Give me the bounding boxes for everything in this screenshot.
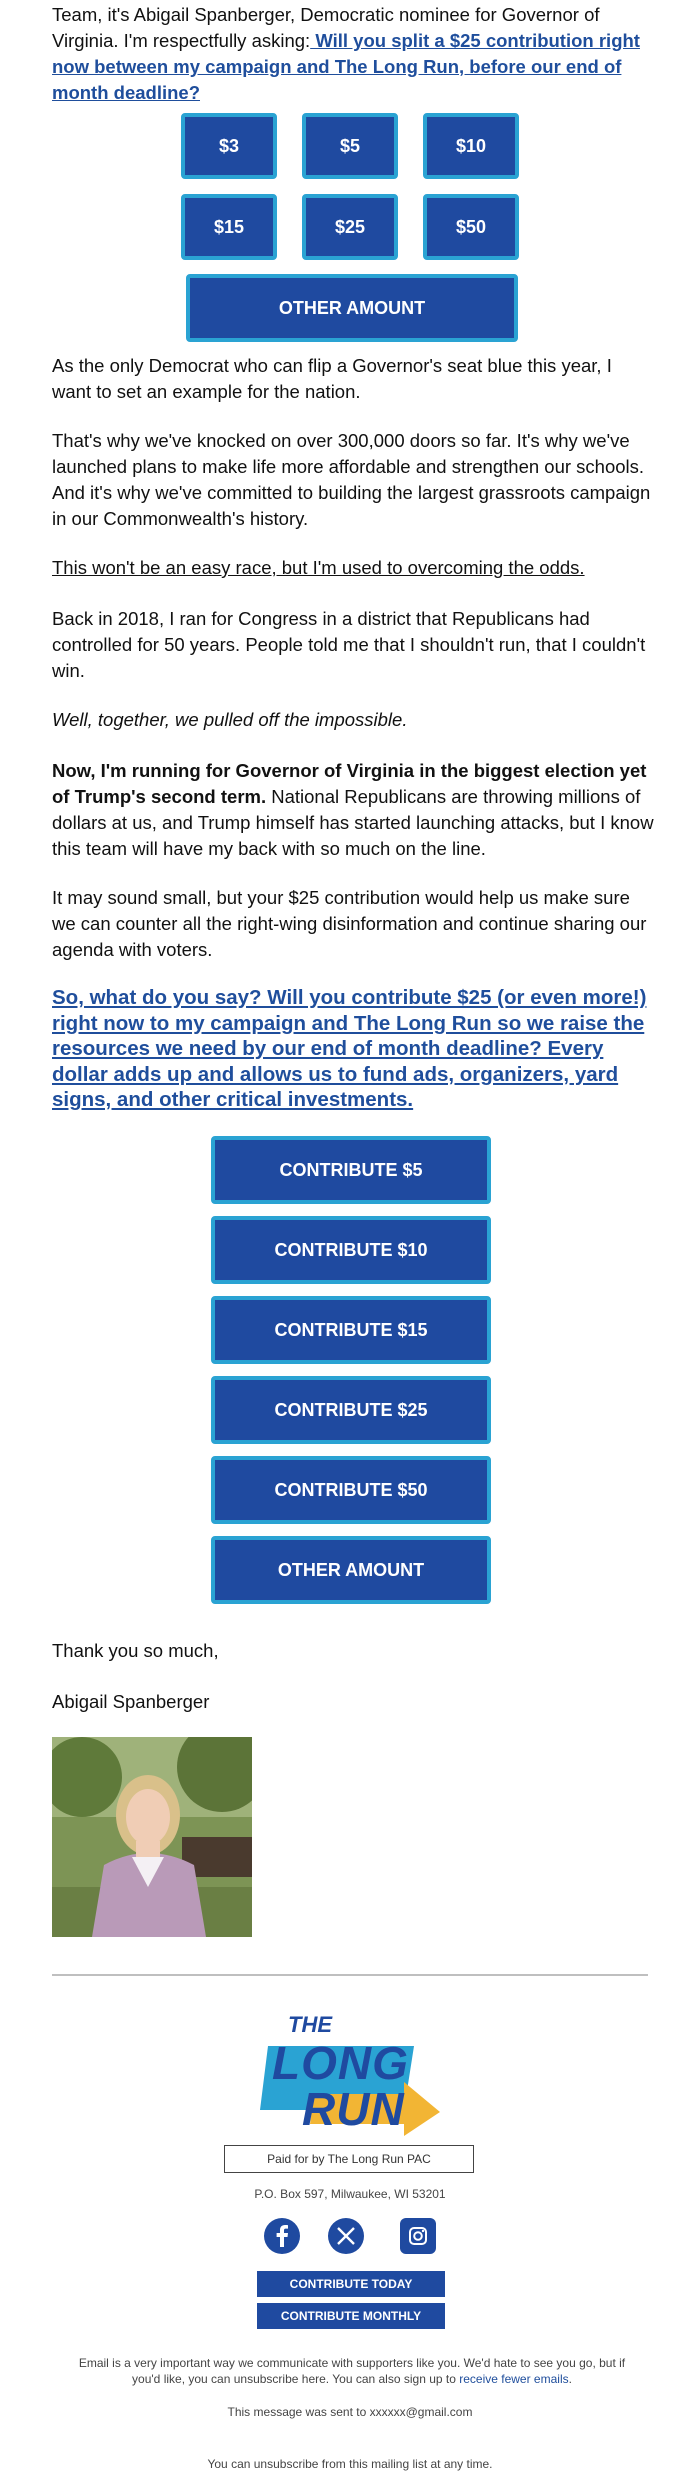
signoff-thanks: Thank you so much, <box>52 1640 219 1661</box>
candidate-photo <box>52 1737 252 1937</box>
amount-button-5[interactable]: $5 <box>302 113 398 179</box>
the-long-run-logo[interactable] <box>254 2012 450 2136</box>
logo-text-run: RUN <box>302 2083 405 2135</box>
logo-text-long: LONG <box>272 2037 409 2089</box>
sent-to-label: This message was sent to <box>227 2405 367 2419</box>
footer-address: P.O. Box 597, Milwaukee, WI 53201 <box>254 2187 446 2201</box>
amount-button-3[interactable]: $3 <box>181 113 277 179</box>
amount-button-50[interactable]: $50 <box>423 194 519 260</box>
body-paragraph-4: Back in 2018, I ran for Congress in a district that Republicans had controlled for 50 years. People told me that I shouldn't run, that I couldn't win. <box>52 608 646 681</box>
instagram-icon[interactable] <box>400 2218 436 2254</box>
contribute-other-amount-button[interactable]: OTHER AMOUNT <box>211 1536 491 1604</box>
body-paragraph-1: As the only Democrat who can flip a Governor's seat blue this year, I want to set an example for the nation. <box>52 355 612 402</box>
body-paragraph-2: That's why we've knocked on over 300,000 doors so far. It's why we've launched plans to make life more affordable and strengthen our schools. And it's why we've committed to building the largest grassroots campaign in our Commonwealth's history. <box>52 430 651 529</box>
logo-text-the: THE <box>288 2012 332 2037</box>
unsubscribe-note[interactable]: You can unsubscribe from this mailing list at any time. <box>207 2457 493 2471</box>
body-paragraph-6-rest: National Republicans are throwing millions of dollars at us, and Trump himself has started launching attacks, but I know this team will have my back with so much on the line. <box>52 786 654 859</box>
body-paragraph-3: This won't be an easy race, but I'm used to overcoming the odds. <box>52 557 585 578</box>
facebook-icon[interactable] <box>264 2218 300 2254</box>
body-paragraph-6-bold: Now, I'm running for Governor of Virginia in the biggest election yet of Trump's second term. <box>52 760 647 807</box>
contribute-50-button[interactable]: CONTRIBUTE $50 <box>211 1456 491 1524</box>
cta-donate-link[interactable]: So, what do you say? Will you contribute $25 (or even more!) right now to my campaign and The Long Run so we raise the resources we need by our end of month deadline? Every dollar adds up and allows us to fund ads, organizers, yard signs, and other critical investments. <box>52 986 647 1111</box>
body-paragraph-5: Well, together, we pulled off the impossible. <box>52 709 408 730</box>
contribute-25-button[interactable]: CONTRIBUTE $25 <box>211 1376 491 1444</box>
contribute-15-button[interactable]: CONTRIBUTE $15 <box>211 1296 491 1364</box>
x-twitter-icon[interactable] <box>328 2218 364 2254</box>
sent-to-email: xxxxxx@gmail.com <box>369 2405 473 2419</box>
email-note-text: Email is a very important way we communicate with supporters like you. We'd hate to see you go, but if you'd like, you can unsubscribe here. You can also sign up to <box>78 2356 626 2386</box>
email-note <box>78 2355 626 2387</box>
contribute-today-button[interactable]: CONTRIBUTE TODAY <box>257 2271 445 2297</box>
contribute-monthly-button[interactable]: CONTRIBUTE MONTHLY <box>257 2303 445 2329</box>
intro-donate-link[interactable]: Will you split a $25 contribution right now between my campaign and The Long Run, before our end of month deadline? <box>52 30 640 103</box>
portrait-illustration <box>52 1737 252 1937</box>
intro-text: Team, it's Abigail Spanberger, Democratic nominee for Governor of Virginia. I'm respectfully asking: <box>52 4 600 51</box>
body-paragraph-6 <box>52 758 654 862</box>
signoff-name: Abigail Spanberger <box>52 1691 210 1712</box>
email-note-period: . <box>568 2372 572 2386</box>
paid-for-box: Paid for by The Long Run PAC <box>224 2145 474 2173</box>
footer-divider <box>52 1974 648 1976</box>
intro-paragraph <box>52 2 654 106</box>
amount-button-15[interactable]: $15 <box>181 194 277 260</box>
amount-button-25[interactable]: $25 <box>302 194 398 260</box>
contribute-5-button[interactable]: CONTRIBUTE $5 <box>211 1136 491 1204</box>
amount-button-10[interactable]: $10 <box>423 113 519 179</box>
sent-to-line <box>0 2405 700 2419</box>
contribute-10-button[interactable]: CONTRIBUTE $10 <box>211 1216 491 1284</box>
body-paragraph-7: It may sound small, but your $25 contribution would help us make sure we can counter all the right-wing disinformation and continue sharing our agenda with voters. <box>52 887 647 960</box>
other-amount-button[interactable]: OTHER AMOUNT <box>186 274 518 342</box>
receive-fewer-emails-link[interactable]: receive fewer emails <box>459 2372 569 2386</box>
